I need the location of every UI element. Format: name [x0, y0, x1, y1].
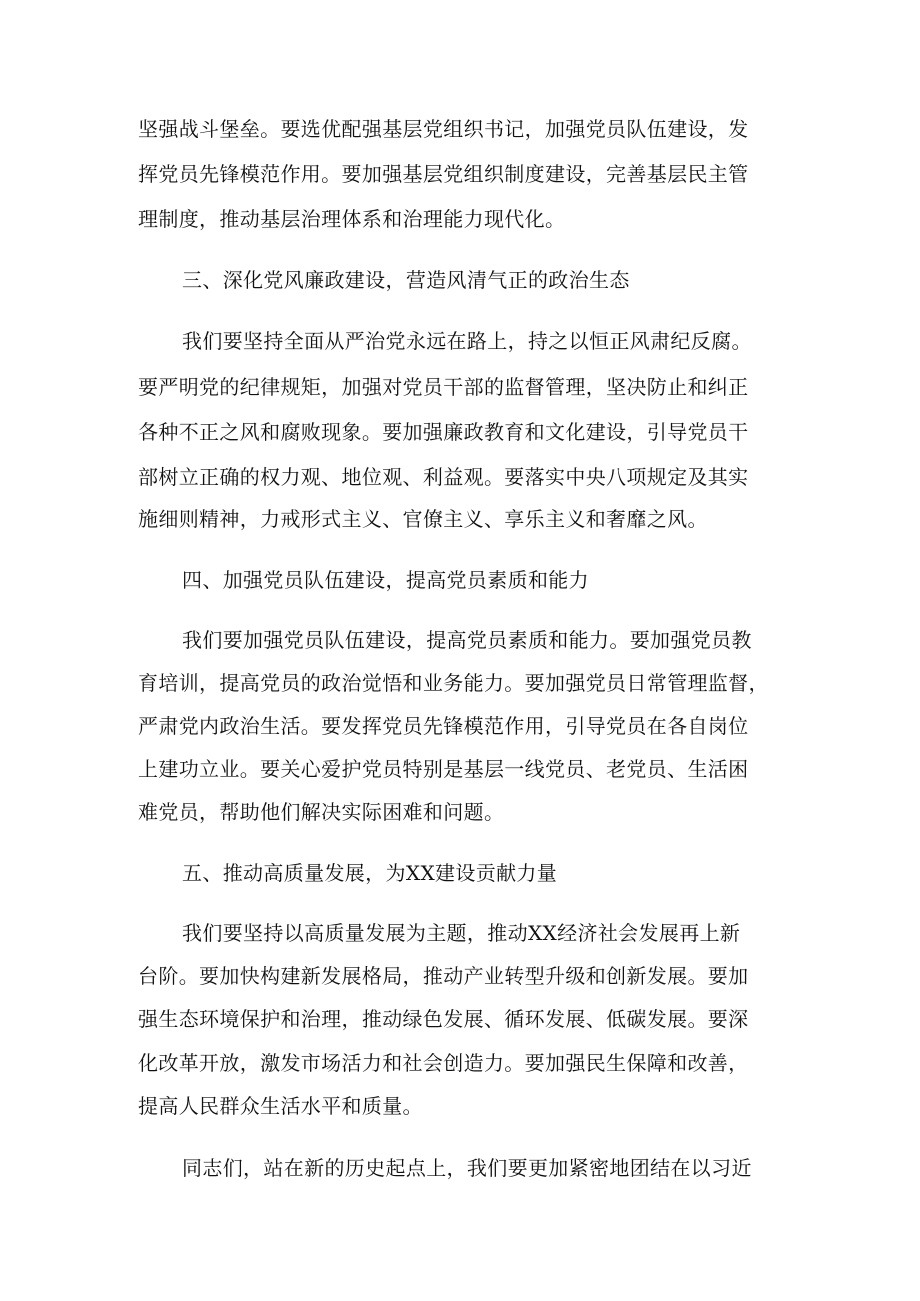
body-text-line: 提高人民群众生活水平和质量。: [138, 1094, 423, 1118]
body-text-line: 要严明党的纪律规矩，加强对党员干部的监督管理，坚决防止和纠正: [138, 375, 749, 399]
body-text-line: 理制度，推动基层治理体系和治理能力现代化。: [138, 207, 566, 231]
body-text-line: 化改革开放，激发市场活力和社会创造力。要加强民生保障和改善，: [138, 1051, 749, 1075]
body-text-line: 强生态环境保护和治理，推动绿色发展、循环发展、低碳发展。要深: [138, 1007, 749, 1031]
section-heading-4: 四、加强党员队伍建设，提高党员素质和能力: [182, 568, 589, 592]
section-heading-3: 三、深化党风廉政建设，营造风清气正的政治生态: [182, 268, 630, 292]
body-text-line: 施细则精神，力戒形式主义、官僚主义、享乐主义和奢靡之风。: [138, 507, 708, 531]
body-text-line: 各种不正之风和腐败现象。要加强廉政教育和文化建设，引导党员干: [138, 420, 749, 444]
body-text-line: 育培训，提高党员的政治觉悟和业务能力。要加强党员日常管理监督，: [138, 671, 769, 695]
paragraph-first-line: 我们要坚持全面从严治党永远在路上，持之以恒正风肃纪反腐。: [182, 329, 752, 353]
body-text-line: 挥党员先锋模范作用。要加强基层党组织制度建设，完善基层民主管: [138, 162, 749, 186]
body-text-line: 坚强战斗堡垒。要选优配强基层党组织书记，加强党员队伍建设，发: [138, 117, 749, 141]
body-text-line: 台阶。要加快构建新发展格局，推动产业转型升级和创新发展。要加: [138, 964, 749, 988]
paragraph-first-line: 我们要坚持以高质量发展为主题，推动XX经济社会发展再上新: [182, 921, 741, 945]
paragraph-first-line: 同志们，站在新的历史起点上，我们要更加紧密地团结在以习近: [182, 1156, 752, 1180]
section-heading-5: 五、推动高质量发展，为XX建设贡献力量: [182, 861, 558, 885]
body-text-line: 严肃党内政治生活。要发挥党员先锋模范作用，引导党员在各自岗位: [138, 714, 749, 738]
body-text-line: 部树立正确的权力观、地位观、利益观。要落实中央八项规定及其实: [138, 465, 749, 489]
body-text-line: 难党员，帮助他们解决实际困难和问题。: [138, 800, 505, 824]
paragraph-first-line: 我们要加强党员队伍建设，提高党员素质和能力。要加强党员教: [182, 628, 752, 652]
body-text-line: 上建功立业。要关心爱护党员特别是基层一线党员、老党员、生活困: [138, 757, 749, 781]
